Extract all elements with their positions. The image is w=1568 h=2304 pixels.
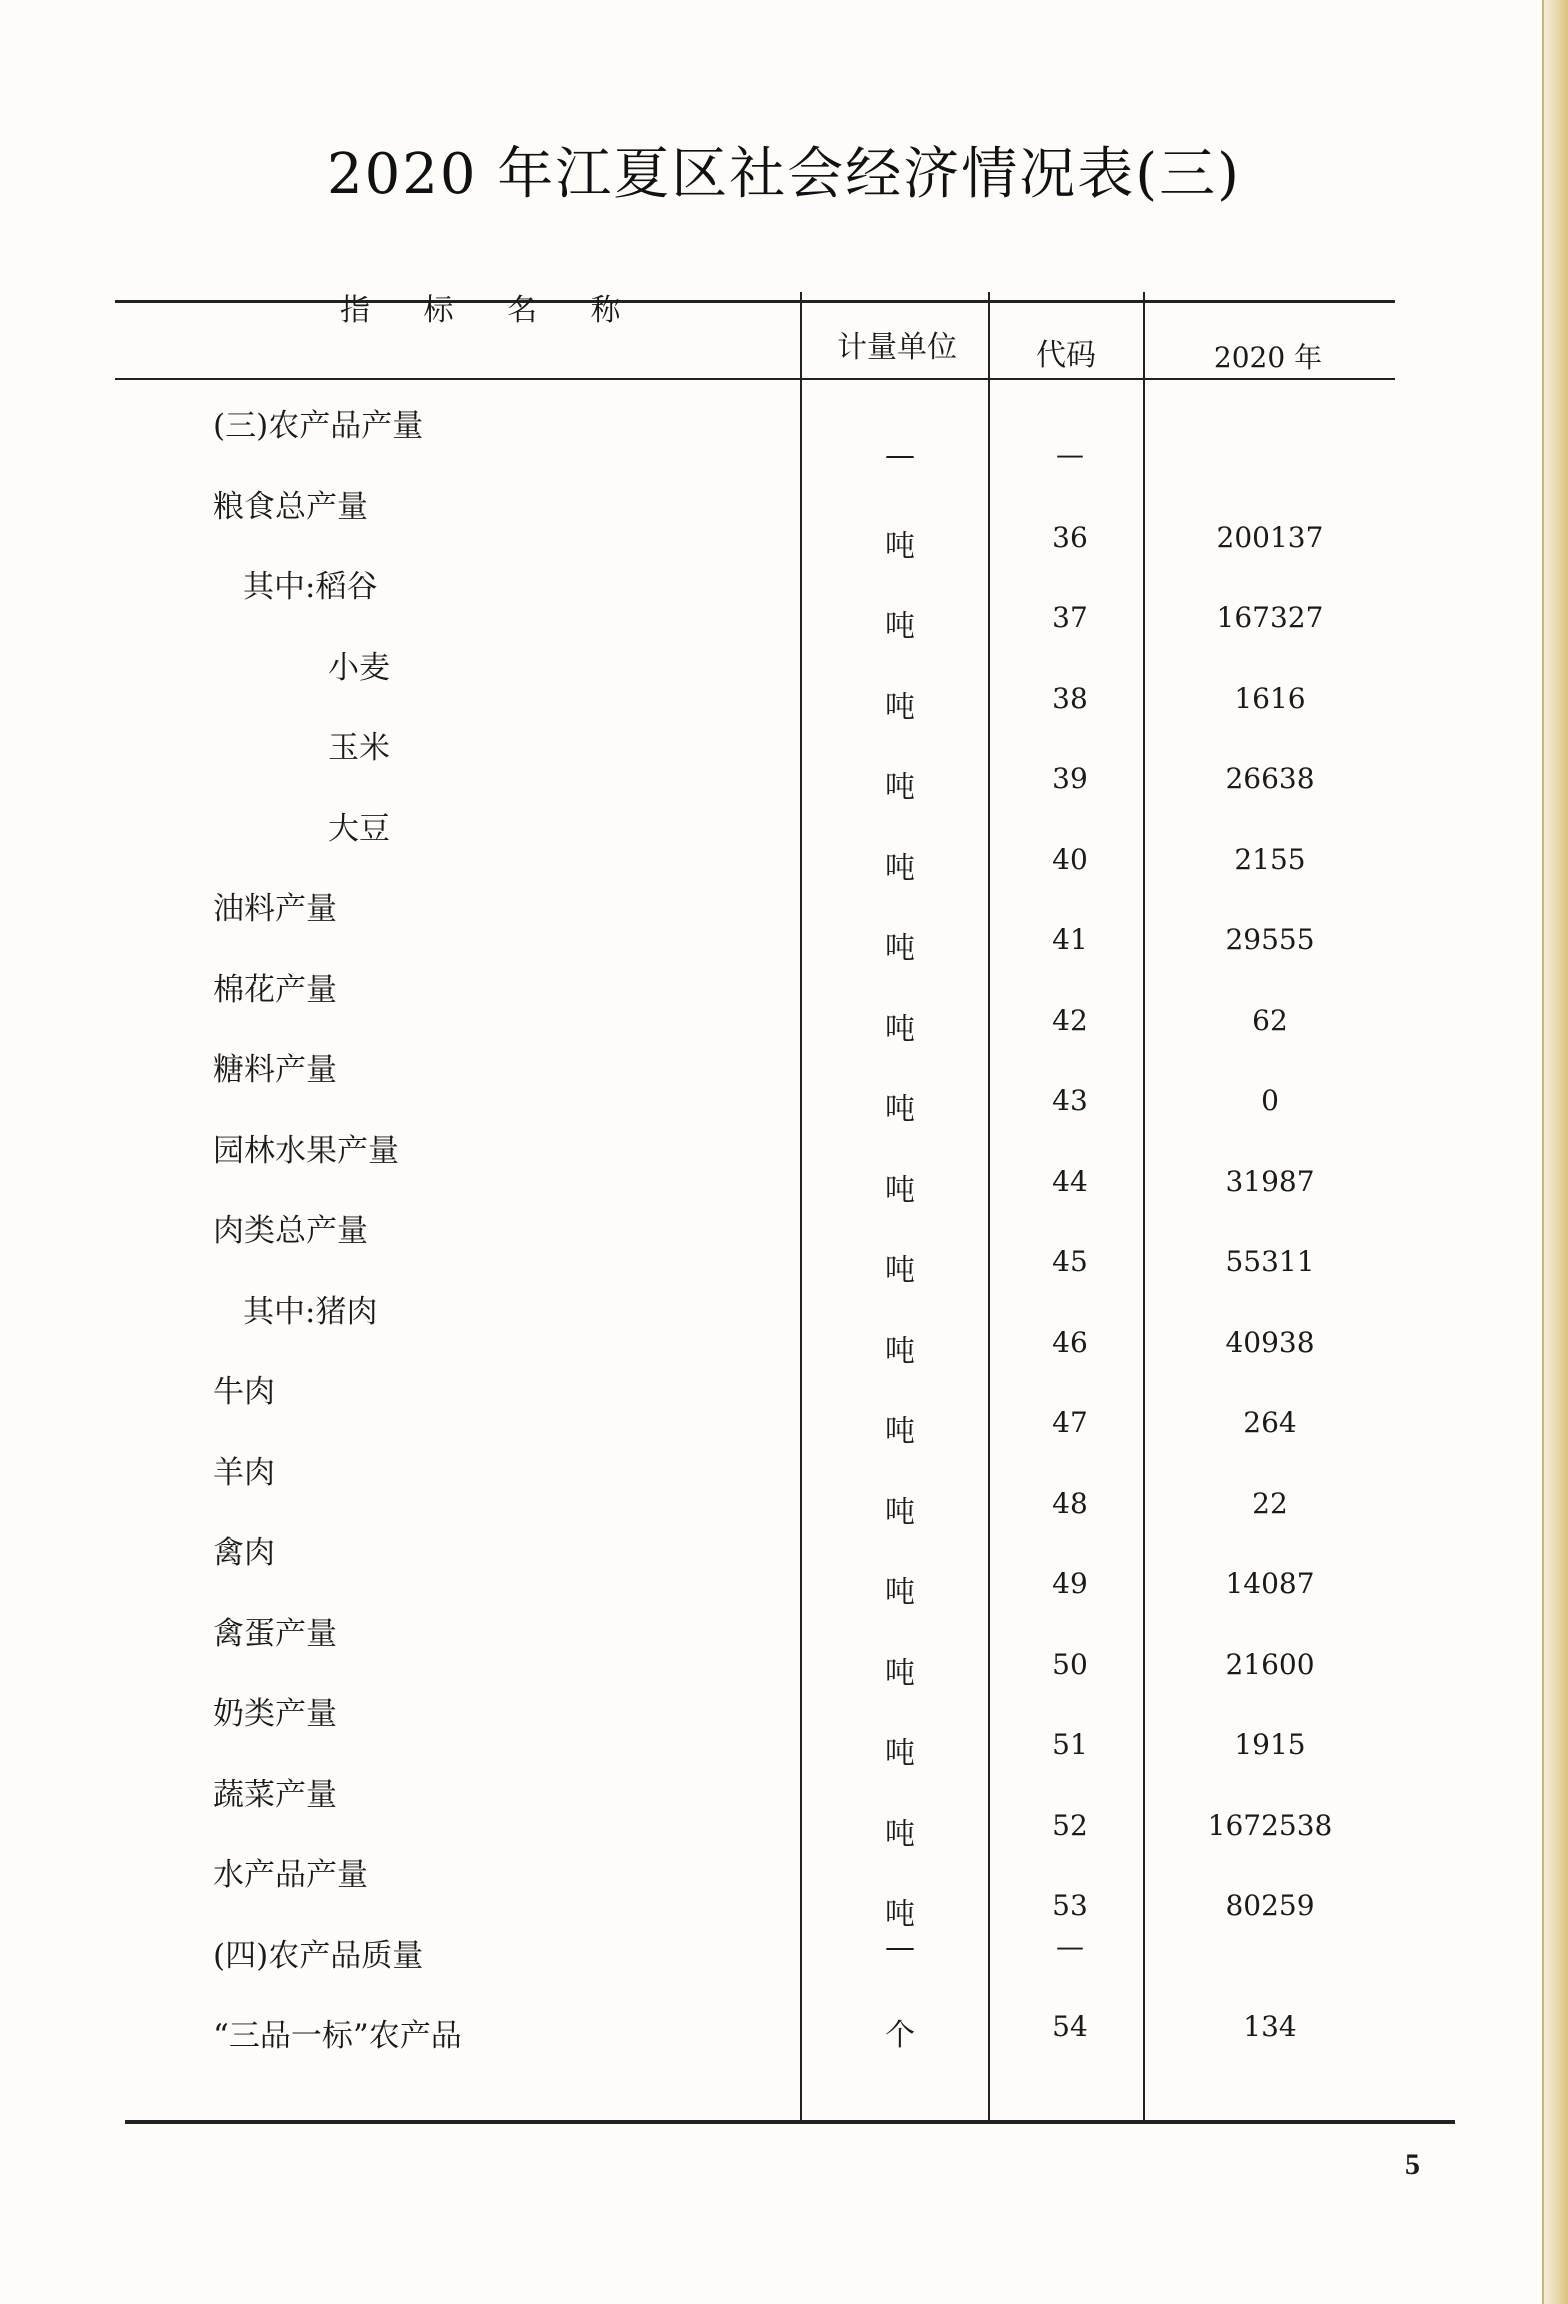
row-unit: 个 (885, 2018, 915, 2053)
row-value-2020: 200137 (1216, 520, 1324, 554)
row-code: 38 (1052, 681, 1088, 715)
table-bottom-rule (125, 2120, 1455, 2124)
page-title: 2020 年江夏区社会经济情况表(三) (326, 142, 1241, 207)
header-year: 2020 年 (1213, 341, 1323, 374)
row-code: 45 (1052, 1245, 1088, 1278)
row-value-2020: 29555 (1225, 923, 1315, 956)
row-indicator-name: 牛肉 (213, 1374, 275, 1410)
row-indicator-name: 水产品产量 (213, 1857, 368, 1893)
row-code: 37 (1052, 601, 1088, 634)
row-code: 44 (1052, 1164, 1088, 1198)
row-code: 42 (1052, 1003, 1088, 1037)
row-unit: 吨 (885, 1092, 915, 1127)
row-value-2020: 1915 (1234, 1728, 1306, 1761)
row-value-2020: 14087 (1225, 1567, 1315, 1600)
header-indicator-name: 指 标 名 称 (340, 293, 643, 328)
row-unit: 吨 (885, 1575, 915, 1610)
row-code: — (1056, 1929, 1084, 1963)
row-indicator-name: 油料产量 (213, 891, 337, 927)
row-code: 36 (1052, 520, 1088, 554)
table-header-rule (115, 378, 1395, 380)
row-value-2020: 31987 (1225, 1164, 1315, 1198)
row-value-2020: 1672538 (1207, 1808, 1333, 1842)
row-value-2020: 55311 (1225, 1245, 1315, 1278)
page-number: 5 (1405, 2148, 1420, 2181)
row-indicator-name: 棉花产量 (213, 971, 337, 1008)
column-divider-unit (800, 292, 802, 2122)
row-indicator-name: (三)农产品产量 (213, 408, 424, 444)
row-value-2020: 264 (1243, 1406, 1297, 1439)
column-divider-year (1143, 292, 1145, 2122)
row-value-2020: 21600 (1225, 1647, 1315, 1681)
row-value-2020: 62 (1252, 1003, 1288, 1037)
header-unit: 计量单位 (837, 330, 957, 365)
row-value-2020: 1616 (1234, 681, 1306, 715)
row-indicator-name: 小麦 (328, 649, 390, 686)
row-indicator-name: 蔬菜产量 (213, 1776, 337, 1813)
row-indicator-name: 禽蛋产量 (213, 1615, 337, 1652)
row-value-2020: 167327 (1216, 601, 1324, 634)
row-unit: — (885, 1929, 915, 1965)
page-edge (1542, 0, 1568, 2304)
row-indicator-name: 其中:猪肉 (243, 1293, 378, 1330)
row-indicator-name: 大豆 (328, 810, 390, 847)
row-indicator-name: “三品一标”农产品 (213, 2018, 462, 2054)
row-code: 52 (1052, 1808, 1088, 1842)
row-code: 48 (1052, 1486, 1088, 1520)
row-unit: 吨 (885, 1172, 915, 1208)
row-value-2020: 2155 (1234, 842, 1306, 876)
row-code: 40 (1052, 842, 1088, 876)
row-unit: 吨 (885, 931, 915, 966)
row-code: — (1056, 438, 1084, 471)
row-indicator-name: 其中:稻谷 (243, 569, 378, 605)
row-value-2020: 40938 (1225, 1325, 1315, 1359)
row-code: 51 (1052, 1728, 1088, 1761)
row-unit: 吨 (885, 850, 915, 886)
row-code: 46 (1052, 1325, 1088, 1359)
row-code: 50 (1052, 1647, 1088, 1681)
row-unit: 吨 (885, 1816, 915, 1852)
header-code: 代码 (1036, 338, 1096, 373)
row-indicator-name: 肉类总产量 (213, 1213, 368, 1249)
row-indicator-name: 糖料产量 (213, 1052, 337, 1088)
row-unit: 吨 (885, 1333, 915, 1369)
row-indicator-name: 粮食总产量 (213, 488, 368, 525)
row-value-2020: 80259 (1225, 1889, 1315, 1922)
row-unit: 吨 (885, 1736, 915, 1771)
row-indicator-name: (四)农产品质量 (213, 1937, 424, 1974)
row-unit: 吨 (885, 1494, 915, 1530)
row-indicator-name: 禽肉 (213, 1535, 275, 1571)
page-edge-line (1542, 0, 1544, 2304)
row-value-2020: 0 (1261, 1084, 1279, 1117)
row-value-2020: 22 (1252, 1486, 1288, 1520)
column-divider-code (988, 292, 990, 2122)
row-code: 54 (1052, 2010, 1088, 2043)
row-unit: 吨 (885, 1253, 915, 1288)
row-unit: 吨 (885, 689, 915, 725)
row-code: 49 (1052, 1567, 1088, 1600)
row-indicator-name: 玉米 (328, 730, 390, 766)
row-unit: 吨 (885, 1011, 915, 1047)
row-unit: 吨 (885, 528, 915, 564)
row-unit: 吨 (885, 1897, 915, 1932)
row-indicator-name: 羊肉 (213, 1454, 275, 1491)
row-code: 47 (1052, 1406, 1088, 1439)
row-indicator-name: 奶类产量 (213, 1696, 337, 1732)
row-unit: 吨 (885, 609, 915, 644)
row-unit: 吨 (885, 1414, 915, 1449)
row-value-2020: 26638 (1225, 762, 1315, 795)
row-unit: — (885, 438, 915, 473)
row-indicator-name: 园林水果产量 (213, 1132, 399, 1169)
row-code: 39 (1052, 762, 1088, 795)
row-value-2020: 134 (1243, 2010, 1297, 2043)
row-unit: 吨 (885, 1655, 915, 1691)
row-code: 53 (1052, 1889, 1088, 1922)
row-code: 43 (1052, 1084, 1088, 1117)
table-top-rule (115, 300, 1395, 303)
row-unit: 吨 (885, 770, 915, 805)
row-code: 41 (1052, 923, 1088, 956)
